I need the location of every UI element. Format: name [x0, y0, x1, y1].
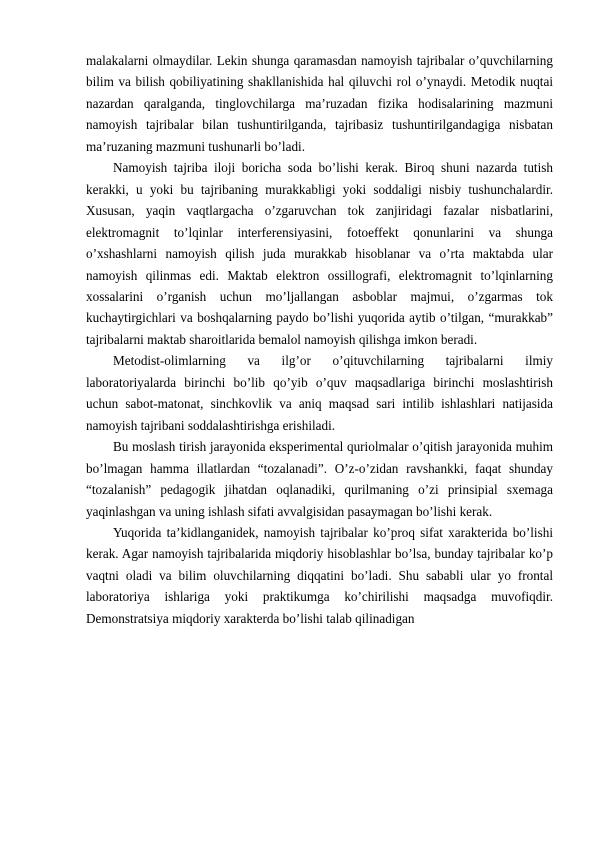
- paragraph-1: malakalarni olmaydilar. Lekin shunga qaramasdan namoyish tajribalar o’quvchilarning bilim va bilish qobiliyatining shakllanishida hal qiluvchi rol o’ynaydi. Metodik nuqtai nazardan qaralganda, tinglovchilarga ma’ruzadan fizika hodisalarining mazmuni namoyish tajribalar bilan tushuntirilganda, tajribasiz tushuntirilgandagiga nisbatan ma’ruzaning mazmuni tushunarli bo’ladi.: [86, 53, 553, 154]
- paragraph-4: Bu moslash tirish jarayonida eksperimental quriolmalar o’qitish jarayonida muhim bo’lmagan hamma illatlardan “tozalanadi”. O’z-o’zidan ravshankki, faqat shunday “tozalanish” pedagogik jihatdan oqlanadiki, qurilmaning o’zi prinsipial sxemaga yaqinlashgan va uning ishlash sifati avvalgisidan pasaymagan bo’lishi kerak.: [86, 439, 553, 519]
- paragraph-5: Yuqorida ta’kidlanganidek, namoyish tajribalar ko’proq sifat xarakterida bo’lishi kerak. Agar namoyish tajribalarida miqdoriy hisoblashlar bo’lsa, bunday tajribalar ko’p vaqtni oladi va bilim oluvchilarning diqqatini bo’ladi. Shu sababli ular yo frontal laboratoriya ishlariga yoki praktikumga ko’chirilishi maqsadga muvofiqdir. Demonstratsiya miqdoriy xarakterda bo’lishi talab qilinadigan: [86, 524, 553, 626]
- paragraph-3: Metodist-olimlarning va ilg’or o’qituvchilarning tajribalarni ilmiy laboratoriyalarda birinchi bo’lib qo’yib o’quv maqsadlariga birinchi moslashtirish uchun sabot-matonat, sinchkovlik va aniq maqsad sari intilib ishlashlari natijasida namoyish tajribani soddalashtirishga erishiladi.: [86, 353, 553, 433]
- document-page: [86, 50, 553, 629]
- paragraph-2: Namoyish tajriba iloji boricha soda bo’lishi kerak. Biroq shuni nazarda tutish kerakki, u yoki bu tajribaning murakkabligi yoki soddaligi nisbiy tushunchalardir. Xususan, yaqin vaqtlargacha o’zgaruvchan tok zanjiridagi fazalar nisbatlarini, elektromagnit to’lqinlar interferensiyasini, fotoeffekt qonunlarini va shunga o’xshashlarni namoyish qilish juda murakkab hisoblanar va o’rta maktabda ular namoyish qilinmas edi. Maktab elektron ossillografi, elektromagnit to’lqinlarning xossalarini o’rganish uchun mo’ljallangan asboblar majmui, o’zgarmas tok kuchaytirgichlari va boshqalarning paydo bo’lishi yuqorida aytib o’tilgan, “murakkab” tajribalarni maktab sharoitlarida bemalol namoyish qilishga imkon beradi.: [86, 160, 553, 347]
